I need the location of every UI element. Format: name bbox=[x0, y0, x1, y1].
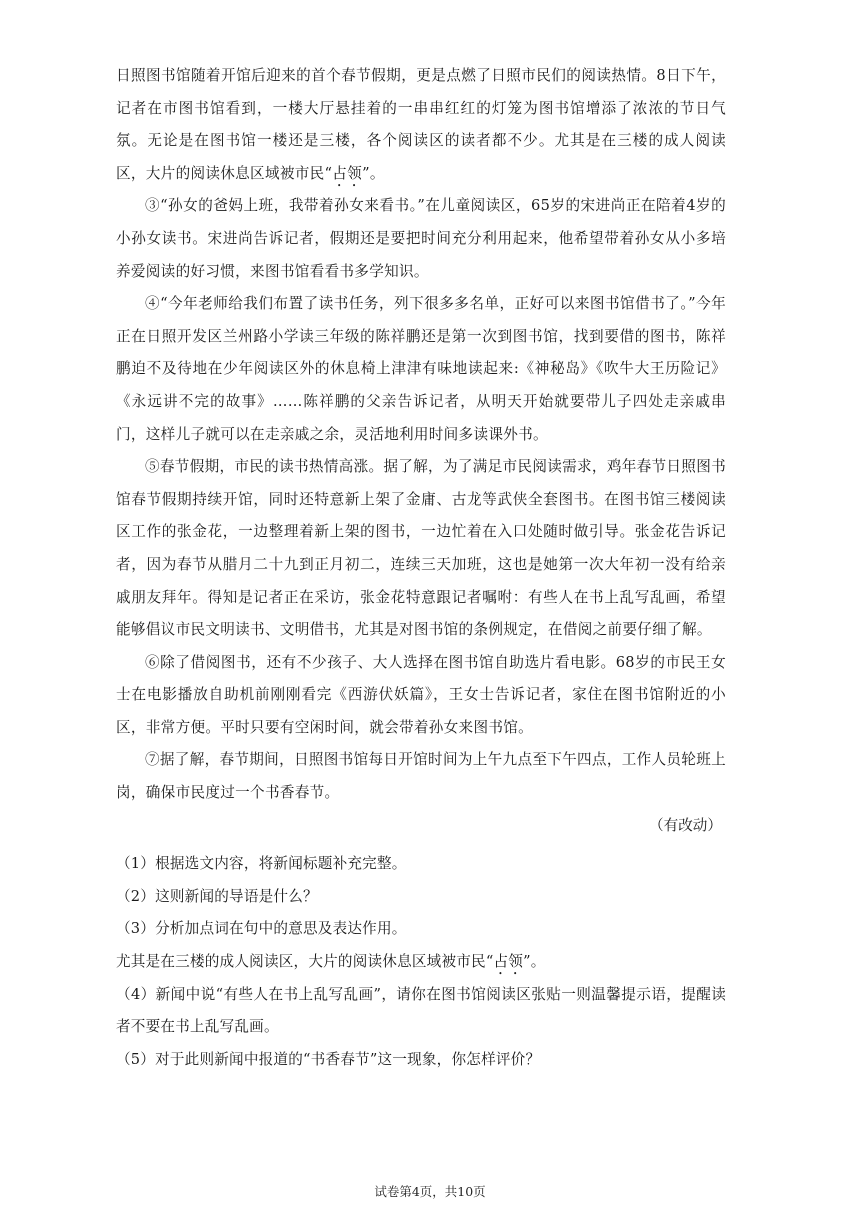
paragraph-text: 日照图书馆随着开馆后迎来的首个春节假期，更是点燃了日照市民们的阅读热情。8日下午，记者在市图书馆看到，一楼大厅悬挂着的一串串红红的灯笼为图书馆增添了浓浓的节日气氛。无论是在图书馆一楼还是三楼，各个阅读区的读者都不少。尤其是在三楼的成人阅读区，大片的阅读休息区域被市民“ bbox=[116, 67, 726, 182]
article-paragraph-3: ③“孙女的爸妈上班，我带着孙女来看书。”在儿童阅读区，65岁的宋进尚正在陪着4岁的小孙女读书。宋进尚告诉记者，假期还是要把时间充分利用起来，他希望带着孙女从小多培养爱阅读的好习惯，来图书馆看看书多学知识。 bbox=[116, 197, 726, 280]
article-paragraph-2 bbox=[116, 60, 726, 190]
source-note: （有改动） bbox=[649, 816, 722, 834]
exam-page-content bbox=[116, 60, 726, 1076]
question-2: （2）这则新闻的导语是什么？ bbox=[116, 887, 318, 905]
question-list bbox=[116, 848, 726, 1076]
article-paragraph-5: ⑤春节假期，市民的读书热情高涨。据了解，为了满足市民阅读需求，鸡年春节日照图书馆春节假期持续开馆，同时还特意新上架了金庸、古龙等武侠全套图书。在图书馆三楼阅读区工作的张金花，一边整理着新上架的图书，一边忙着在入口处随时做引导。张金花告诉记者，因为春节从腊月二十九到正月初二，连续三天加班，这也是她第一次大年初一没有给亲戚朋友拜年。得知是记者正在采访，张金花特意跟记者嘱咐：有些人在书上乱写乱画，希望能够倡议市民文明读书、文明借书，尤其是对图书馆的条例规定，在借阅之前要仔细了解。 bbox=[116, 458, 726, 639]
article-paragraph-7: ⑦据了解，春节期间，日照图书馆每日开馆时间为上午九点至下午四点，工作人员轮班上岗，确保市民度过一个书香春节。 bbox=[116, 751, 726, 802]
page-footer: 试卷第4页，共10页 bbox=[374, 1184, 486, 1199]
question-3: （3）分析加点词在句中的意思及表达作用。 bbox=[116, 920, 407, 938]
dotted-word: 占领 bbox=[332, 164, 363, 182]
question-5: （5）对于此则新闻中报道的“书香春节”这一现象，你怎样评价？ bbox=[116, 1050, 541, 1068]
article-paragraph-6: ⑥除了借阅图书，还有不少孩子、大人选择在图书馆自助选片看电影。68岁的市民王女士在电影播放自助机前刚刚看完《西游伏妖篇》，王女士告诉记者，家住在图书馆附近的小区，非常方便。平时只要有空闲时间，就会带着孙女来图书馆。 bbox=[116, 653, 726, 736]
question-4: （4）新闻中说“有些人在书上乱写乱画”，请你在图书馆阅读区张贴一则温馨提示语，提醒读者不要在书上乱写乱画。 bbox=[116, 985, 726, 1036]
sentence-text-end: ”。 bbox=[523, 953, 546, 971]
dotted-word: 占领 bbox=[493, 953, 524, 971]
sentence-text: 尤其是在三楼的成人阅读区，大片的阅读休息区域被市民“ bbox=[116, 953, 494, 971]
article-paragraph-4: ④“今年老师给我们布置了读书任务，列下很多多名单，正好可以来图书馆借书了。”今年正在日照开发区兰州路小学读三年级的陈祥鹏还是第一次到图书馆，找到要借的图书，陈祥鹏迫不及待地在少年阅读区外的休息椅上津津有味地读起来:《神秘岛》《吹牛大王历险记》《永远讲不完的故事》……陈祥鹏的父亲告诉记者，从明天开始就要带儿子四处走亲戚串门，这样儿子就可以在走亲戚之余，灵活地利用时间多读课外书。 bbox=[116, 295, 726, 443]
question-3-sentence bbox=[116, 946, 726, 979]
paragraph-text-end: ”。 bbox=[362, 164, 385, 182]
question-1: （1）根据选文内容，将新闻标题补充完整。 bbox=[116, 855, 407, 873]
